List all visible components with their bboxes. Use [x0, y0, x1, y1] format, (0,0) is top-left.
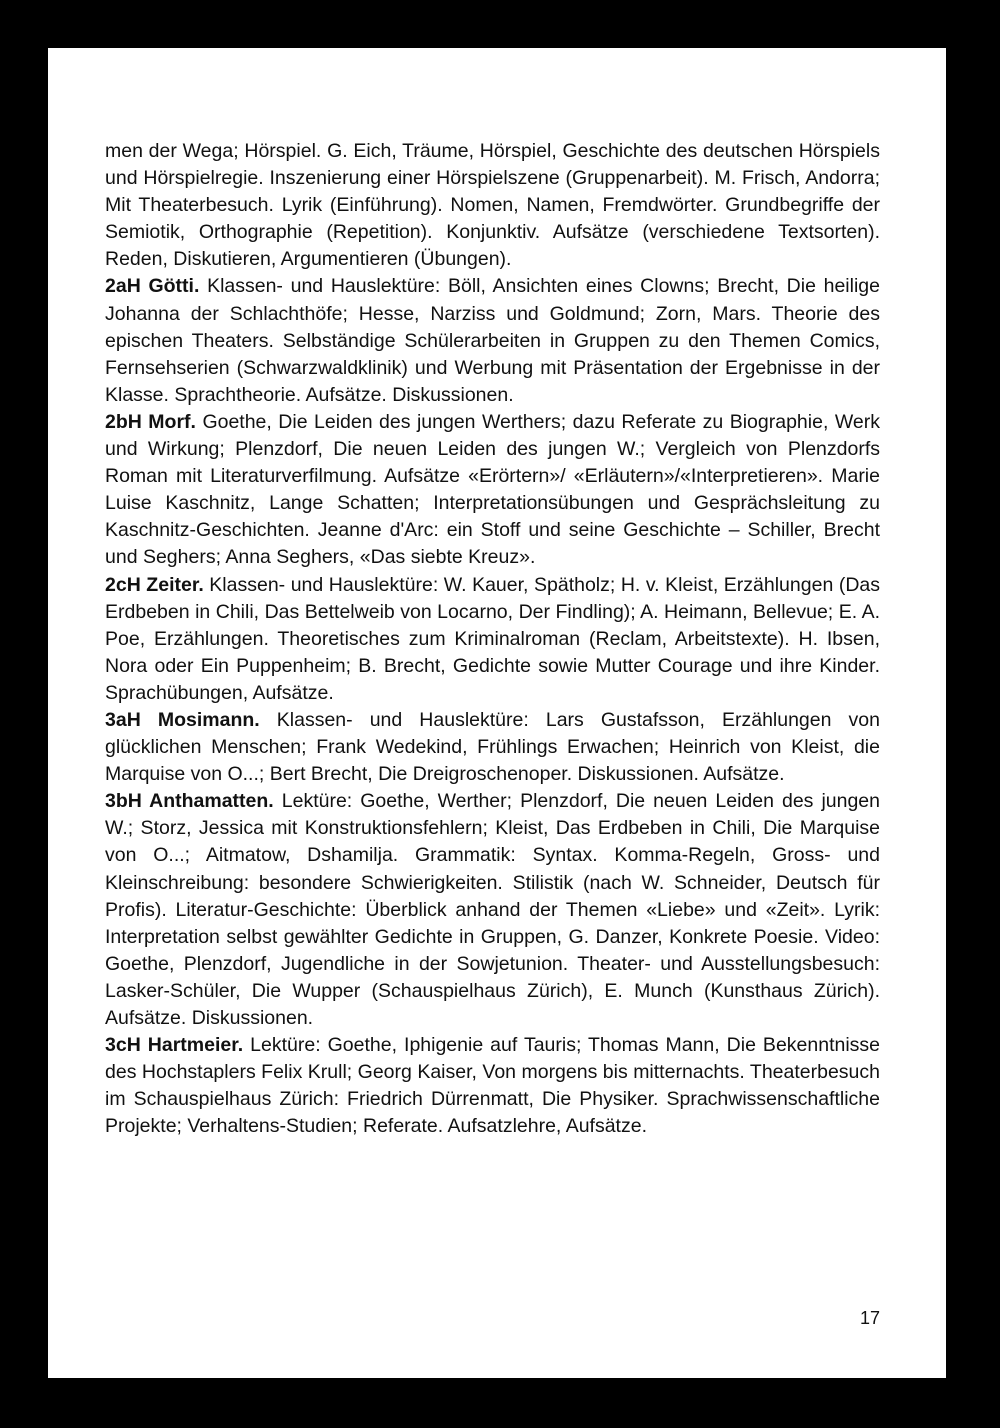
- entry-head: 2bH Morf.: [105, 410, 196, 433]
- entry-head: 2aH Götti.: [105, 275, 200, 298]
- entry-text: Klassen- und Hauslektüre: Böll, Ansichten eines Clowns; Brecht, Die heilige Johanna der Schlachthöfe; Hesse, Narziss und Goldmund; Zorn, Mars. Theorie des epischen Theaters. Selbständige Schülerarbeiten in Gruppen zu den Themen Comics, Fernsehserien (Schwarzwaldklinik) und Werbung mit Präsentation der Ergebnisse in der Klasse. Sprachtheorie. Aufsätze. Diskussionen.: [105, 275, 880, 406]
- entry-head: 3cH Hartmeier.: [105, 1034, 244, 1057]
- entry-head: 3bH Anthamatten.: [105, 790, 274, 813]
- entry-3ch: [105, 1032, 880, 1140]
- entry-head: 3aH Mosimann.: [105, 708, 260, 731]
- page-number: 17: [859, 1308, 880, 1328]
- entry-text: Lektüre: Goethe, Iphigenie auf Tauris; Thomas Mann, Die Bekenntnisse des Hochstaplers Felix Krull; Georg Kaiser, Von morgens bis mitternachts. Theaterbesuch im Schauspielhaus Zürich: Friedrich Dürrenmatt, Die Physiker. Sprachwissenschaftliche Projekte; Verhaltens-Studien; Referate. Aufsatzlehre, Aufsätze.: [105, 1034, 881, 1138]
- entry-text: Lektüre: Goethe, Werther; Plenzdorf, Die neuen Leiden des jungen W.; Storz, Jessica mit Konstruktionsfehlern; Kleist, Das Erdbeben in Chili, Die Marquise von O...; Aitmatow, Dshamilja. Grammatik: Syntax. Komma-Regeln, Gross- und Kleinschreibung: besondere Schwierigkeiten. Stilistik (nach W. Schneider, Deutsch für Profis). Literatur-Geschichte: Überblick anhand der Themen «Liebe» und «Zeit». Lyrik: Interpretation selbst gewählter Gedichte in Gruppen, G. Danzer, Konkrete Poesie. Video: Goethe, Plenzdorf, Jugendliche in der Sowjetunion. Theater- und Ausstellungsbesuch: Lasker-Schüler, Die Wupper (Schauspielhaus Zürich), E. Munch (Kunsthaus Zürich). Aufsätze. Diskussionen.: [105, 790, 880, 1029]
- entry-text: Klassen- und Hauslektüre: Lars Gustafsson, Erzählungen von glücklichen Menschen; Frank Wedekind, Frühlings Erwachen; Heinrich von Kleist, die Marquise von O...; Bert Brecht, Die Dreigroschenoper. Diskussionen. Aufsätze.: [105, 708, 880, 786]
- entry-text: Goethe, Die Leiden des jungen Werthers; dazu Referate zu Biographie, Werk und Wirkung; Plenzdorf, Die neuen Leiden des jungen W.; Vergleich von Plenzdorfs Roman mit Literaturverfilmung. Aufsätze «Erörtern»/ «Erläutern»/«Interpretieren». Marie Luise Kaschnitz, Lange Schatten; Interpretationsübungen und Gesprächsleitung zu Kaschnitz-Geschichten. Jeanne d'Arc: ein Stoff und seine Geschichte – Schiller, Brecht und Seghers; Anna Seghers, «Das siebte Kreuz».: [105, 410, 880, 569]
- document-body: [105, 138, 880, 1140]
- entry-2ch: [105, 572, 880, 707]
- entry-head: 2cH Zeiter.: [105, 573, 204, 596]
- document-page: [48, 48, 946, 1378]
- entry-2bh: [105, 409, 880, 572]
- entry-2ah: [105, 273, 880, 408]
- intro-paragraph: men der Wega; Hörspiel. G. Eich, Träume, Hörspiel, Geschichte des deutschen Hörspiels und Hörspielregie. Inszenierung einer Hörspielszene (Gruppenarbeit). M. Frisch, Andorra; Mit Theaterbesuch. Lyrik (Einführung). Nomen, Namen, Fremdwörter. Grundbegriffe der Semiotik, Orthographie (Repetition). Konjunktiv. Aufsätze (verschiedene Textsorten). Reden, Diskutieren, Argumentieren (Übungen).: [105, 140, 880, 271]
- entry-text: Klassen- und Hauslektüre: W. Kauer, Spätholz; H. v. Kleist, Erzählungen (Das Erdbeben in Chili, Das Bettelweib von Locarno, Der Findling); A. Heimann, Bellevue; E. A. Poe, Erzählungen. Theoretisches zum Kriminalroman (Reclam, Arbeitstexte). H. Ibsen, Nora oder Ein Puppenheim; B. Brecht, Gedichte sowie Mutter Courage und ihre Kinder. Sprachübungen, Aufsätze.: [105, 573, 880, 704]
- entry-3ah: [105, 707, 880, 788]
- entry-3bh: [105, 788, 880, 1032]
